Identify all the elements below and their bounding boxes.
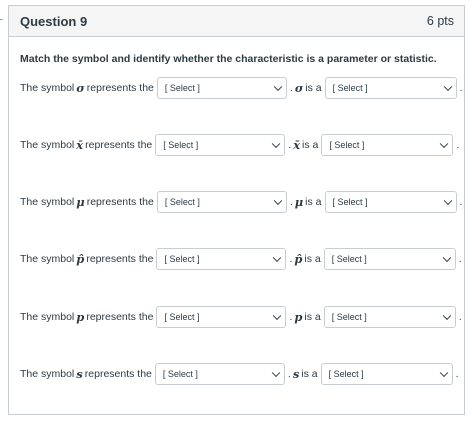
row-separator: . [287,368,291,380]
row-symbol: s [76,367,83,381]
symbol-meaning-select[interactable] [156,248,286,270]
select-value: [ Select ] [163,140,199,150]
row-isa: is a [304,253,321,265]
select-value: [ Select ] [331,312,367,322]
select-value: [ Select ] [332,197,368,207]
question-title: Question 9 [20,13,88,29]
symbol-meaning-select[interactable] [155,363,285,385]
left-edge-marker [0,19,3,20]
parameter-statistic-select[interactable] [325,191,457,213]
match-row [20,363,459,385]
chevron-down-icon [273,312,281,320]
row-isa: is a [305,82,322,94]
row-prefix: The symbol [20,139,75,151]
select-value: [ Select ] [331,254,367,264]
question-card [8,5,465,415]
chevron-down-icon [443,83,451,91]
row-symbol: σ [76,81,85,95]
row-represents: represents the [85,139,153,151]
chevron-down-icon [443,197,451,205]
select-value: [ Select ] [164,197,200,207]
match-row [20,306,462,328]
row-symbol: x̄ [76,138,84,152]
row-isa: is a [305,196,322,208]
parameter-statistic-select[interactable] [321,134,453,156]
symbol-meaning-select[interactable] [157,191,287,213]
chevron-down-icon [273,254,281,262]
chevron-down-icon [272,140,280,148]
row-prefix: The symbol [20,82,75,94]
question-instructions: Match the symbol and identify whether the characteristic is a parameter or statistic. [20,53,437,65]
match-row [20,191,462,213]
row-separator: . [289,196,293,208]
row-prefix: The symbol [20,368,75,380]
row-symbol-repeat: p̂ [294,252,303,266]
select-value: [ Select ] [164,254,200,264]
row-represents: represents the [86,196,154,208]
select-value: [ Select ] [162,369,198,379]
chevron-down-icon [443,254,451,262]
row-end: . [459,82,463,94]
row-prefix: The symbol [20,253,75,265]
select-value: [ Select ] [332,83,368,93]
row-separator: . [289,82,293,94]
question-points: 6 pts [426,14,454,28]
parameter-statistic-select[interactable] [324,248,456,270]
row-end: . [458,253,462,265]
chevron-down-icon [272,369,280,377]
row-symbol: p̂ [76,252,85,266]
row-symbol-repeat: s [292,367,300,381]
row-symbol-repeat: σ [294,81,304,95]
row-symbol-repeat: μ [294,195,304,209]
row-isa: is a [302,139,319,151]
row-symbol-repeat: x̄ [293,138,301,152]
parameter-statistic-select[interactable] [321,363,453,385]
row-separator: . [288,139,292,151]
row-symbol-repeat: p [294,310,303,324]
parameter-statistic-select[interactable] [325,77,457,99]
chevron-down-icon [443,312,451,320]
match-row [20,134,459,156]
row-isa: is a [301,368,318,380]
chevron-down-icon [274,197,282,205]
row-prefix: The symbol [20,311,75,323]
select-value: [ Select ] [328,369,364,379]
row-separator: . [289,311,293,323]
symbol-meaning-select[interactable] [157,77,287,99]
chevron-down-icon [274,83,282,91]
chevron-down-icon [439,369,447,377]
row-represents: represents the [86,311,154,323]
row-end: . [455,368,459,380]
row-represents: represents the [86,253,154,265]
select-value: [ Select ] [329,140,365,150]
row-end: . [459,196,463,208]
row-prefix: The symbol [20,196,75,208]
parameter-statistic-select[interactable] [324,306,456,328]
chevron-down-icon [440,140,448,148]
row-symbol: p [76,310,85,324]
row-represents: represents the [86,82,154,94]
row-separator: . [289,253,293,265]
row-end: . [456,139,460,151]
row-end: . [458,311,462,323]
symbol-meaning-select[interactable] [155,134,285,156]
match-row [20,77,463,99]
select-value: [ Select ] [164,83,200,93]
question-header [9,6,464,37]
row-isa: is a [304,311,321,323]
select-value: [ Select ] [164,312,200,322]
symbol-meaning-select[interactable] [156,306,286,328]
row-symbol: μ [76,195,85,209]
row-represents: represents the [84,368,152,380]
match-row [20,248,462,270]
